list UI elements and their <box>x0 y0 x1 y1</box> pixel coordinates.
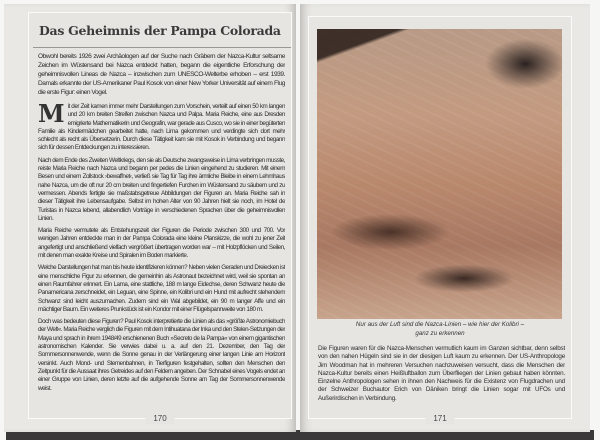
caption-line: Nur aus der Luft sind die Nazca-Linien – wie hier der Kolibri – <box>355 321 525 328</box>
left-text-frame <box>28 12 292 423</box>
right-page <box>300 4 590 432</box>
page-number: 171 <box>425 414 454 424</box>
nazca-aerial-photo <box>317 29 562 319</box>
page-title: Das Geheimnis der Pampa Colorada <box>39 23 281 38</box>
right-content-frame <box>308 16 572 423</box>
paragraph: it der Zeit kamen immer mehr Darstellungen zum Vorschein, verteilt auf einen 50 km langen und 20 km breiten Streifen zwischen Nazca und Palpa. Maria Reiche, eine aus Dresden emigrierte Mathematikerin und Geografin, war gerade aus Cusco, wo sie in einer begüterten Familie als Kindermädchen gearbeitet hatte, nach Lima gekommen und verdingte sich dort mehr schlecht als recht als Übersetzerin. Durch diese Tätigkeit kam sie mit Kosok in Verbindung und begann sich für dessen Entdeckungen zu interessieren. <box>38 103 285 152</box>
paragraph: Die Figuren waren für die Nazca-Menschen vermutlich kaum im Ganzen sichtbar, denn selbst von den nahen Hügeln sind sie in der diesigen Luft kaum zu erkennen. Der US-Anthropologe Jim Woodman hat in mehreren Versuchen nachzuweisen versucht, dass die Menschen der Nazca-Kultur bereits einen Heißluftballon zum Überfliegen der Linien gebaut haben könnten. Einzelne Anthropologen sehen in ihnen den Nachweis für die Existenz von Flugdrachen und der Schweizer Buchautor Erich von Däniken bringt die Linien sogar mit UFOs und Außerirdischen in Verbindung. <box>318 345 565 402</box>
paragraph: Nach dem Ende des Zweiten Weltkriegs, den sie als Deutsche zwangsweise in Lima verbringen musste, reiste Maria Reiche nach Nazca und begann per pedes die Linien eingehend zu studieren. Mit einem Besen und einem Zollstock ›bewaffnet‹, verließ sie Tag für Tag ihre ärmliche Bleibe in einem Lehmhaus nahe Nazca, um die oft nur 20 cm breiten und fingertiefen Furchen im Wüstensand zu säubern und zu vermessen. Abends fertigte sie maßstabsgetreue Abbildungen der Figuren an. Maria Reiche sah in dieser Tätigkeit ihre Lebensaufgabe. Selbst im hohen Alter von 90 Jahren hielt sie noch, im Hotel de Turistas in Nazca lebend, allabendlich Vorträge in verschiedenen Sprachen über die geheimnisvollen Linien. <box>38 156 285 222</box>
photo-caption <box>309 321 571 338</box>
caption-line: ganz zu erkennen <box>415 329 465 337</box>
paragraph: Maria Reiche vermutete als Entstehungszeit der Figuren die Periode zwischen 300 und 700. Vor wenigen Jahren entdeckte man in der Pampa Colorada eine kleine Planskizze, die wohl zu jener Zeit angefertigt und anschließend vielfach vergrößert übertragen worden war – mit Holzpflöcken und Seilen, mit denen man exakte Kreise und Spiralen im Boden markierte. <box>38 227 285 260</box>
left-page <box>4 4 296 432</box>
left-text-flow <box>38 52 285 402</box>
page-number: 170 <box>145 414 174 424</box>
title-divider <box>33 47 291 48</box>
drop-cap: M <box>38 99 65 128</box>
paragraph: Doch was bedeuten diese Figuren? Paul Kosok interpretierte die Linien als das »größte Astronomiebuch der Welt«. Maria Reiche verglich die Figuren mit dem Intihuatana der Inka und den Stelen-Setzungen der Maya und sprach in ihrem 1948/49 erschienenen Buch »Secreto de la Pampa« von einem gigantischen astronomischen Kalender. Sie verwies dabei u. a. auf den 21. Dezember, den Tag der Sommersonnenwende, wenn die Sonne genau in der Verlängerung einer langen Linie am Horizont versinkt. Auch Mond- und Sternenbahnen, in Tierfiguren festgehalten, sollten den Menschen den Zeitpunkt für die Aussaat ihres Getreides auf den Feldern angeben. Der Schnabel eines Vogels endet an einer Gruppe von Linien, deren letzte auf die aufgehende Sonne am Tag der Sommersonnenwende weist. <box>38 318 285 392</box>
intro-paragraph: Obwohl bereits 1926 zwei Archäologen auf der Suche nach Gräbern der Nazca-Kultur seltsame Zeichen im Wüstensand bei Nazca entdeckt hatten, begann die eigentliche Erforschung der geheimnisvollen Lineas de Nazca – inzwischen zum UNESCO-Welterbe erhoben – erst 1939. Damals erkannte der US-Amerikaner Paul Kosok von einer New Yorker Universität auf einem Flug die erste Figur: einen Vogel. <box>38 53 285 96</box>
paragraph: Welche Darstellungen hat man bis heute identifizieren können? Neben vielen Geraden und Dreiecken ist eine menschliche Figur zu erkennen, die gemeinhin als Astronaut bezeichnet wird, weil sie spontan an einen Raumfahrer erinnert. Ein Lama, eine stattliche, 188 m lange Eidechse, deren Schwanz heute die Panamericana zerschneidet, ein Leguan, eine Spinne, ein Kolibri und ein Hund mit aufrecht stehendem Schwanz sind leicht auszumachen. Zudem sind ein Wal abgebildet, ein 90 m langer Affe und ein mächtiger Baum. Ein weiteres Prunkstück ist ein Kondor mit einer Flügelspannweite von 180 m. <box>38 264 285 313</box>
